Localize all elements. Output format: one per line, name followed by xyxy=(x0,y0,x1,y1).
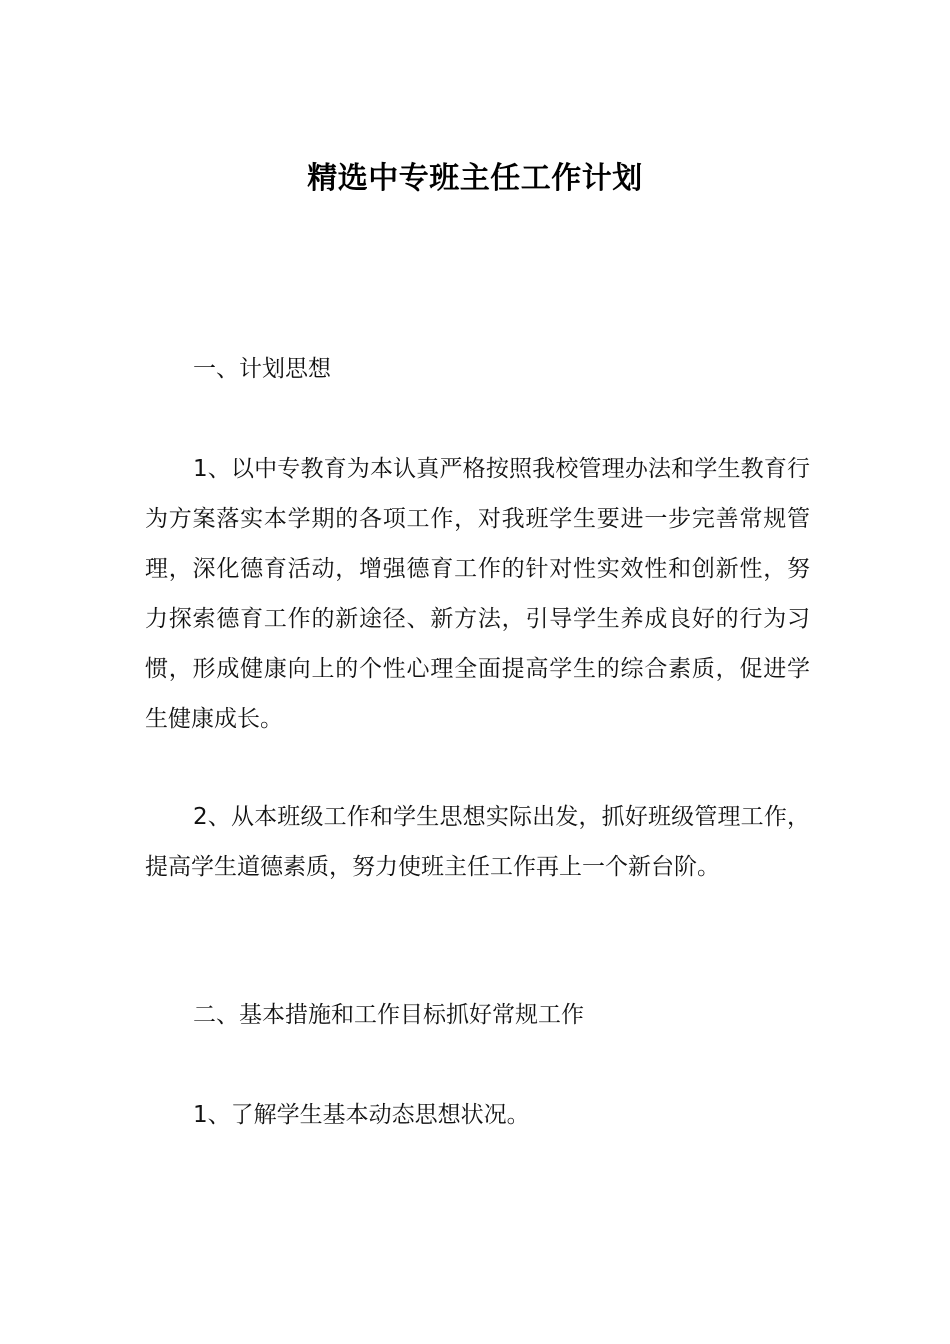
paragraph-2: 2、从本班级工作和学生思想实际出发，抓好班级管理工作，提高学生道德素质，努力使班主任工作再上一个新台阶。 xyxy=(145,804,810,880)
paragraph-3: 1、了解学生基本动态思想状况。 xyxy=(193,1102,530,1128)
section-heading-basic-measures: 二、基本措施和工作目标抓好常规工作 xyxy=(193,1002,584,1028)
section-heading-plan-thinking: 一、计划思想 xyxy=(193,356,331,382)
document-title: 精选中专班主任工作计划 xyxy=(307,161,643,196)
paragraph-1: 1、以中专教育为本认真严格按照我校管理办法和学生教育行为方案落实本学期的各项工作，对我班学生要进一步完善常规管理，深化德育活动，增强德育工作的针对性实效性和创新性，努力探索德育工作的新途径、新方法，引导学生养成良好的行为习惯，形成健康向上的个性心理全面提高学生的综合素质，促进学生健康成长。 xyxy=(145,456,810,732)
